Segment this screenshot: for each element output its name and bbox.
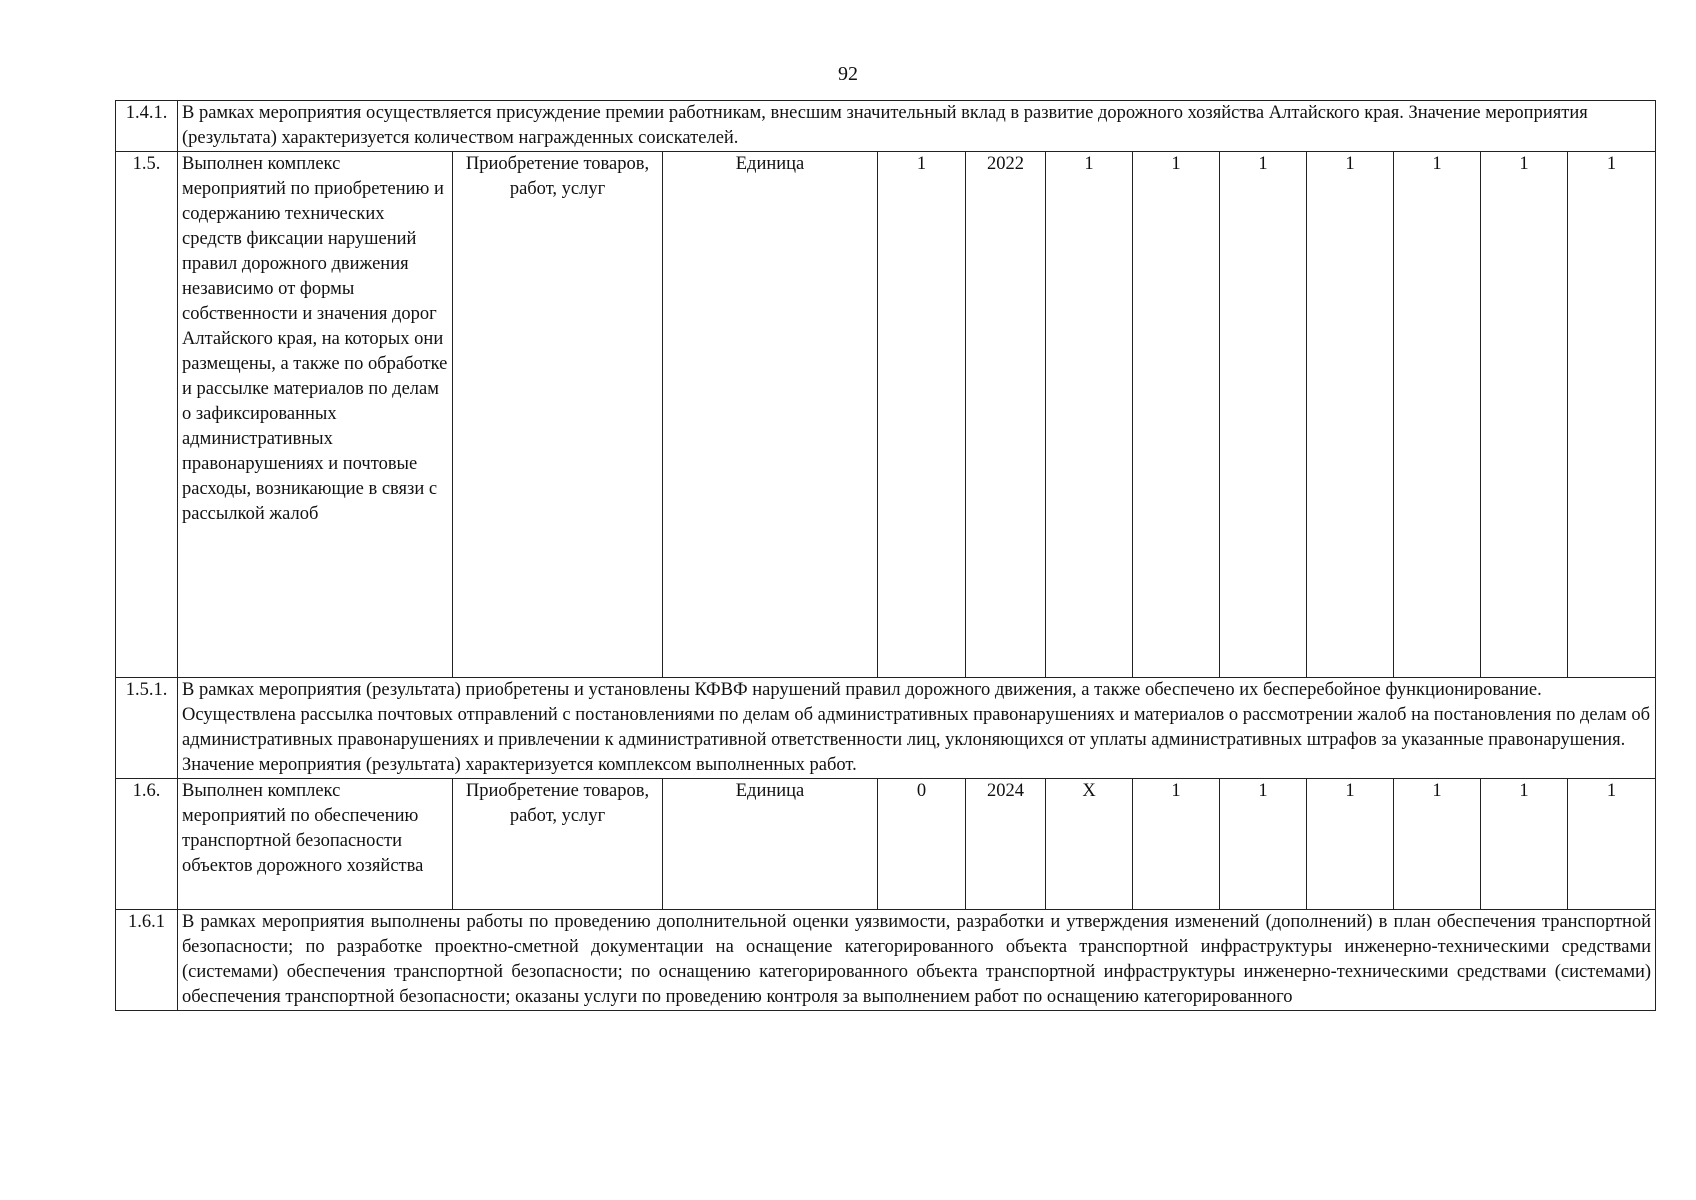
page-number: 92: [838, 63, 858, 85]
year-value: 1: [1220, 779, 1307, 910]
year-value: 1: [1307, 779, 1394, 910]
year-value: 1: [1394, 152, 1481, 678]
table-row-1-5: [116, 152, 1656, 678]
year-value: 1: [1481, 779, 1568, 910]
base-year: 2022: [966, 152, 1046, 678]
row-number: 1.5.: [116, 152, 178, 678]
row-number: 1.5.1.: [116, 678, 178, 779]
year-value: 1: [1046, 152, 1133, 678]
row-description: В рамках мероприятия выполнены работы по проведению дополнительной оценки уязвимости, разработки и утверждения изменений (дополнений) в план обеспечения транспортной безопасности; по разработке проектно-сметной документации на оснащение категорированного объекта транспортной инфраструктуры инженерно-техническими средствами (системами) обеспечения транспортной безопасности; по оснащению категорированного объекта транспортной инфраструктуры инженерно-техническими средствами (системами) обеспечения транспортной безопасности; оказаны услуги по проведению контроля за выполнением работ по оснащению категорированного: [178, 910, 1656, 1011]
year-value: 1: [1220, 152, 1307, 678]
measure-name: Выполнен комплекс мероприятий по приобретению и содержанию технических средств фиксации нарушений правил дорожного движения независимо от формы собственности и значения дорог Алтайского края, на которых они размещены, а также по обработке и рассылке материалов по делам о зафиксированных административных правонарушениях и почтовые расходы, возникающие в связи с рассылкой жалоб: [178, 152, 453, 678]
base-value: 0: [878, 779, 966, 910]
year-value: 1: [1568, 779, 1656, 910]
table-row-1-6-1: [116, 910, 1656, 1011]
table-row-1-5-1: [116, 678, 1656, 779]
measure-unit: Единица: [663, 779, 878, 910]
year-value: X: [1046, 779, 1133, 910]
year-value: 1: [1394, 779, 1481, 910]
year-value: 1: [1481, 152, 1568, 678]
base-value: 1: [878, 152, 966, 678]
row-number: 1.6.: [116, 779, 178, 910]
measure-name: Выполнен комплекс мероприятий по обеспечению транспортной безопасности объектов дорожного хозяйства: [178, 779, 453, 910]
table-row-1-4-1: [116, 101, 1656, 152]
measure-type: Приобретение товаров, работ, услуг: [453, 152, 663, 678]
row-description: В рамках мероприятия осуществляется присуждение премии работникам, внесшим значительный вклад в развитие дорожного хозяйства Алтайского края. Значение мероприятия (результата) характеризуется количеством награжденных соискателей.: [178, 101, 1656, 152]
year-value: 1: [1307, 152, 1394, 678]
row-number: 1.4.1.: [116, 101, 178, 152]
table-row-1-6: [116, 779, 1656, 910]
measure-unit: Единица: [663, 152, 878, 678]
row-number: 1.6.1: [116, 910, 178, 1011]
row-description: В рамках мероприятия (результата) приобретены и установлены КФВФ нарушений правил дорожного движения, а также обеспечено их бесперебойное функционирование. Осуществлена рассылка почтовых отправлений с постановлениями по делам об административных правонарушениях и материалов о рассмотрении жалоб на постановления по делам об административных правонарушениях и привлечении к административной ответственности лиц, уклоняющихся от уплаты административных штрафов за указанные правонарушения. Значение мероприятия (результата) характеризуется комплексом выполненных работ.: [178, 678, 1656, 779]
year-value: 1: [1568, 152, 1656, 678]
year-value: 1: [1133, 779, 1220, 910]
year-value: 1: [1133, 152, 1220, 678]
measure-type: Приобретение товаров, работ, услуг: [453, 779, 663, 910]
base-year: 2024: [966, 779, 1046, 910]
measures-table: [115, 100, 1656, 1011]
